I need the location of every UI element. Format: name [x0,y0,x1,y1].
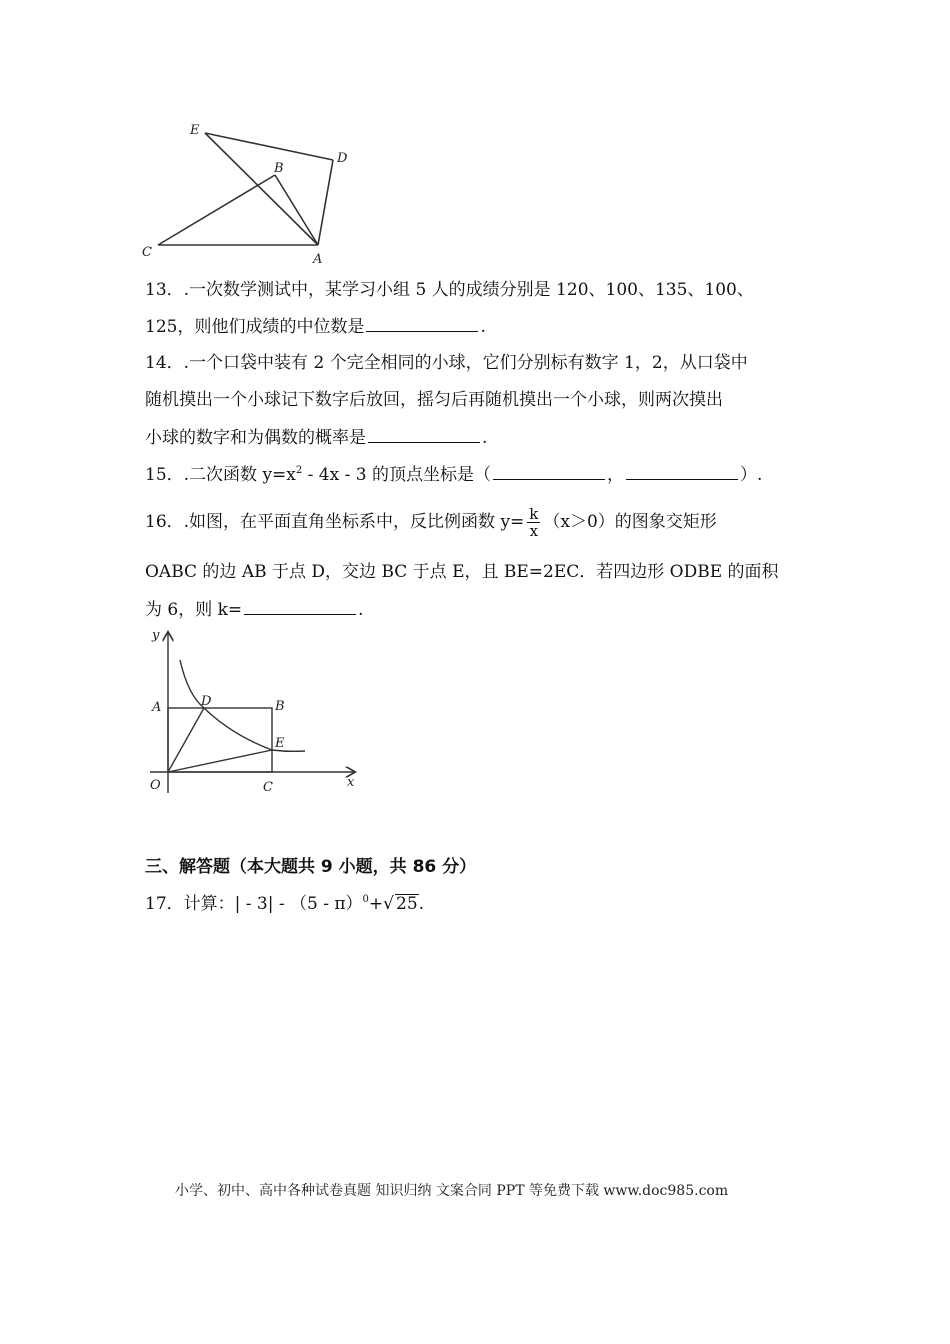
segment-cb [158,175,275,245]
q16-answer-blank[interactable] [244,598,356,615]
label-e: E [190,123,200,138]
q14-end: . [482,428,488,448]
q15-end: ）. [739,465,763,485]
q13-line1: 13．.一次数学测试中，某学习小组 5 人的成绩分别是 120、100、135、100、 [145,280,754,300]
q16-line1 [145,505,717,539]
q13-text: 125，则他们成绩的中位数是 [145,317,365,337]
q15-exponent: 2 [295,465,303,476]
q16-fraction [527,506,540,539]
axis-label-y: y [152,628,160,643]
q17-exponent: 0 [362,894,369,905]
q16-text: 16．.如图，在平面直角坐标系中，反比例函数 y= [145,512,525,532]
section-heading: 三、解答题（本大题共 9 小题，共 86 分） [145,857,477,877]
segment-ed [205,133,333,160]
q17-end: . [418,894,425,914]
label-c: C [142,245,152,260]
segment-ba [275,175,318,245]
q14-line2: 随机摸出一个小球记下数字后放回，摇匀后再随机摸出一个小球，则两次摸出 [145,390,723,410]
q13-answer-blank[interactable] [366,315,478,332]
hyperbola-curve [180,660,305,751]
geometry-figure-1 [135,115,365,275]
label-b: B [275,699,285,714]
label-a: A [152,700,162,715]
q14-line1: 14．.一个口袋中装有 2 个完全相同的小球，它们分别标有数字 1，2，从口袋中 [145,353,748,373]
q15-text-2: - 4x - 3 的顶点坐标是（ [302,465,491,485]
q17-line [145,893,424,915]
q14-line3 [145,426,487,449]
q16-text-3: 为 6，则 k= [145,600,243,620]
sqrt-icon: √ [383,894,395,914]
q16-line3 [145,598,364,621]
q15-line [145,463,762,486]
q17-plus: + [368,894,384,914]
q15-comma: ， [606,465,624,485]
label-b: B [274,161,284,176]
q17-text: 17．计算：| - 3| - （5 - π） [145,894,363,914]
fraction-numerator: k [529,505,539,523]
segment-ea [205,133,318,245]
segment-da [318,160,333,245]
q17-radicand: 25 [396,894,418,914]
q14-text: 小球的数字和为偶数的概率是 [145,428,366,448]
segment-od [168,708,204,772]
label-d: D [201,694,212,709]
fraction-denominator: x [529,522,539,540]
q13-line2 [145,315,486,338]
label-e: E [275,736,285,751]
q15-blank-x[interactable] [493,463,605,480]
label-o: O [150,778,161,793]
page-footer: 小学、初中、高中各种试卷真题 知识归纳 文案合同 PPT 等免费下载 www.doc985.com [175,1183,729,1199]
label-a: A [313,252,323,267]
q15-blank-y[interactable] [626,463,738,480]
label-d: D [337,151,348,166]
rectangle-oabc [168,708,272,772]
q13-end: . [480,317,486,337]
q16-line2: OABC 的边 AB 于点 D，交边 BC 于点 E，且 BE=2EC．若四边形 ODBE 的面积 [145,562,779,582]
q16-end: . [358,600,364,620]
segment-oe [168,750,272,772]
label-c: C [263,780,273,795]
q16-text-2: （x＞0）的图象交矩形 [543,512,717,532]
q14-answer-blank[interactable] [368,426,480,443]
coordinate-figure-2 [140,625,370,800]
q15-text: 15．.二次函数 y=x [145,465,296,485]
axis-label-x: x [347,775,355,790]
